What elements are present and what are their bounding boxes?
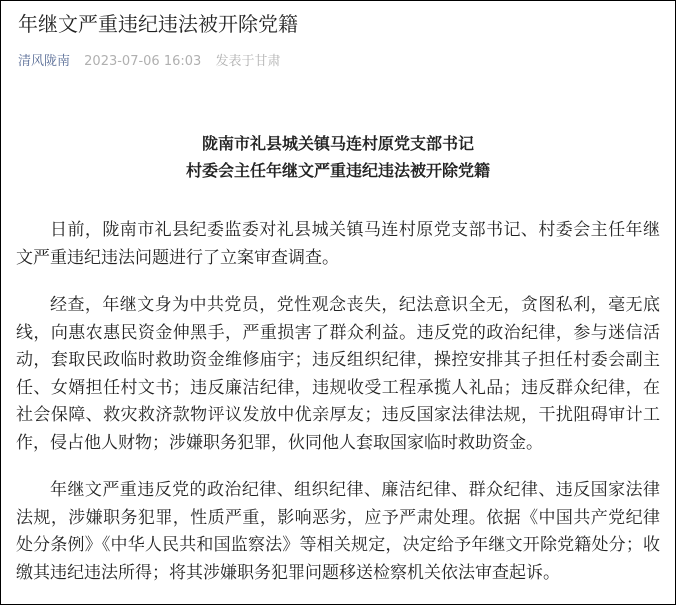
- heading-line: 陇南市礼县城关镇马连村原党支部书记: [201, 134, 474, 153]
- paragraph: 年继文严重违反党的政治纪律、组织纪律、廉洁纪律、群众纪律、违反国家法律法规，涉嫌职务犯罪，性质严重，影响恶劣，应予严肃处理。依据《中国共产党纪律处分条例》《中华人民共和国监察法》等相关规定，决定给予年继文开除党籍处分；收缴其违纪违法所得；将其涉嫌职务犯罪问题移送检察机关依法审查起诉。: [16, 480, 660, 583]
- article-meta: [18, 50, 280, 69]
- publish-datetime: 2023-07-06 16:03: [84, 54, 202, 69]
- heading-line: 村委会主任年继文严重违纪违法被开除党籍: [185, 161, 490, 180]
- paragraph: 日前，陇南市礼县纪委监委对礼县城关镇马连村原党支部书记、村委会主任年继文严重违纪违法问题进行了立案审查调查。: [16, 220, 660, 268]
- account-name-link[interactable]: 清风陇南: [18, 54, 71, 69]
- article-title: 年继文严重违纪违法被开除党籍: [18, 12, 298, 36]
- article-heading: [0, 130, 676, 184]
- publish-location: 发表于甘肃: [215, 54, 281, 69]
- paragraph: 经查，年继文身为中共党员，党性观念丧失，纪法意识全无，贪图私利，毫无底线，向惠农惠民资金伸黑手，严重损害了群众利益。违反党的政治纪律，参与迷信活动，套取民政临时救助资金维修庙宇；违反组织纪律，操控安排其子担任村委会副主任、女婿担任村文书；违反廉洁纪律，违规收受工程承揽人礼品；违反群众纪律，在社会保障、救灾救济款物评议发放中优亲厚友；违反国家法律法规，干扰阻碍审计工作，侵占他人财物；涉嫌职务犯罪，伙同他人套取国家临时救助资金。: [16, 295, 660, 453]
- article-body: [16, 217, 660, 607]
